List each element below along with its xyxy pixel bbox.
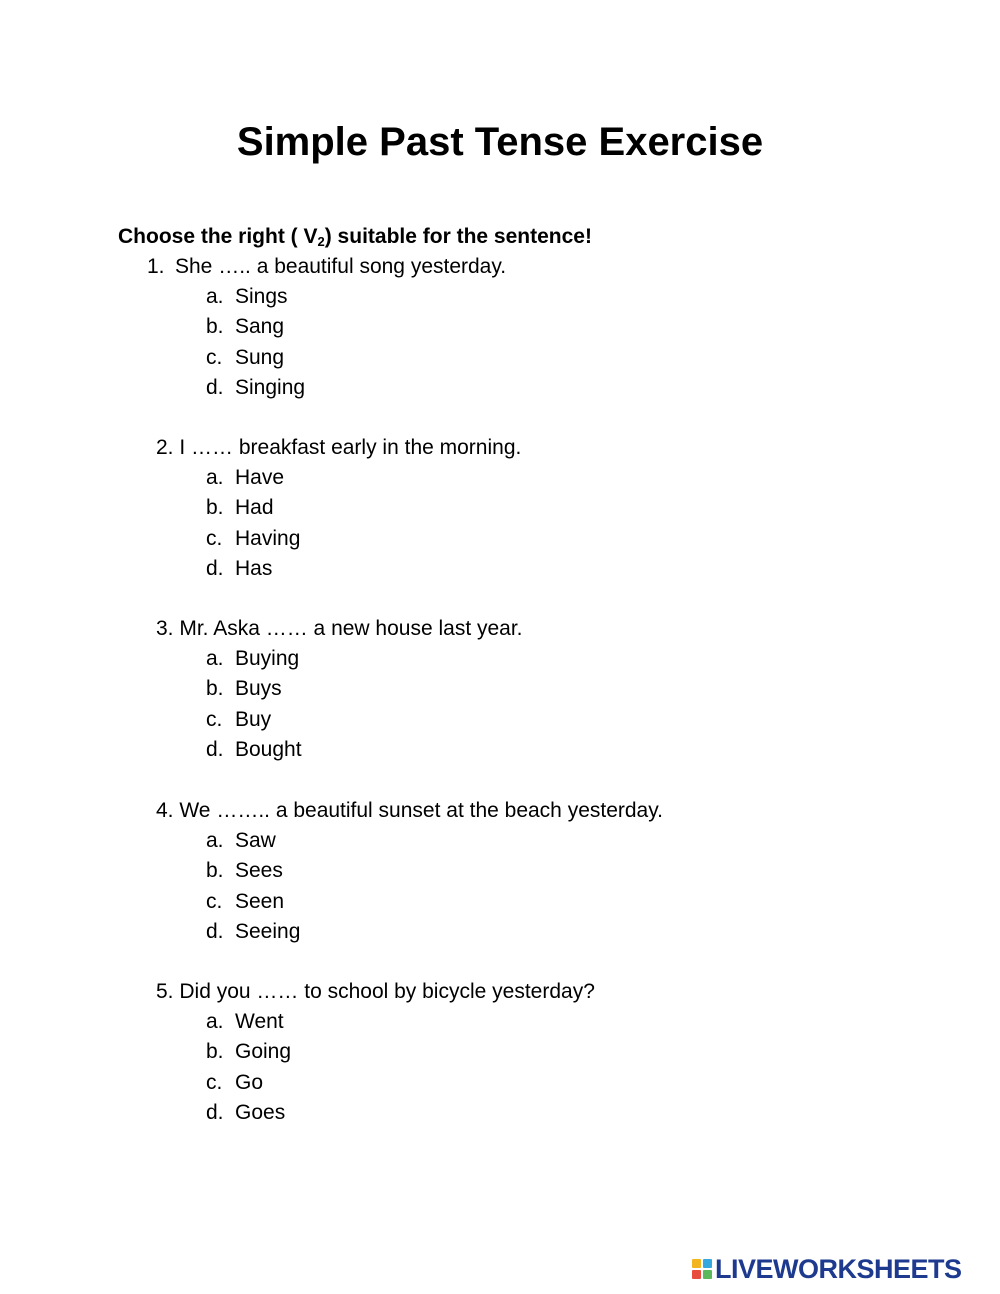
question-text: Did you …… to school by bicycle yesterday? <box>179 980 595 1003</box>
option-letter: c. <box>206 526 223 550</box>
option-1c[interactable] <box>206 343 305 373</box>
mark-square-4 <box>703 1270 712 1279</box>
option-letter: a. <box>206 1010 224 1033</box>
option-text: Sang <box>235 315 285 339</box>
option-text: Seeing <box>235 919 301 943</box>
question-text: She ….. a beautiful song yesterday. <box>175 255 507 278</box>
liveworksheets-logo <box>692 1254 962 1284</box>
option-4b[interactable] <box>206 856 300 886</box>
options-question-2 <box>206 463 300 584</box>
question-number: 4. <box>156 799 174 822</box>
option-letter: b. <box>206 315 224 339</box>
option-letter: a. <box>206 285 224 308</box>
option-letter: c. <box>206 707 223 731</box>
option-text: Went <box>235 1010 284 1033</box>
option-text: Go <box>235 1070 264 1094</box>
question-text: I …… breakfast early in the morning. <box>179 436 522 459</box>
option-text: Sings <box>235 285 288 308</box>
option-letter: d. <box>206 1100 224 1124</box>
option-1d[interactable] <box>206 373 305 403</box>
question-1 <box>147 252 506 282</box>
option-letter: d. <box>206 375 224 399</box>
question-2 <box>156 433 521 463</box>
question-3 <box>156 614 523 644</box>
option-letter: a. <box>206 647 224 670</box>
option-letter: d. <box>206 556 224 580</box>
option-text: Sees <box>235 859 283 883</box>
option-1b[interactable] <box>206 312 305 342</box>
option-text: Goes <box>235 1100 286 1124</box>
option-text: Saw <box>235 829 276 852</box>
option-text: Seen <box>235 889 285 913</box>
option-letter: c. <box>206 1070 223 1094</box>
option-4c[interactable] <box>206 887 300 917</box>
option-text: Have <box>235 466 285 489</box>
question-number: 5. <box>156 980 174 1003</box>
option-letter: a. <box>206 466 224 489</box>
option-1a[interactable] <box>206 282 305 312</box>
option-2d[interactable] <box>206 554 300 584</box>
option-text: Bought <box>235 737 302 761</box>
question-text: Mr. Aska …… a new house last year. <box>179 617 523 640</box>
option-3c[interactable] <box>206 705 302 735</box>
mark-square-2 <box>703 1259 712 1268</box>
options-question-4 <box>206 826 300 947</box>
brand-name: LIVEWORKSHEETS <box>715 1254 962 1284</box>
option-letter: a. <box>206 829 224 852</box>
option-letter: b. <box>206 677 224 701</box>
instruction-text-before: Choose the right ( V <box>118 225 318 248</box>
option-letter: d. <box>206 737 224 761</box>
option-text: Sung <box>235 345 285 369</box>
option-5d[interactable] <box>206 1098 291 1128</box>
option-5a[interactable] <box>206 1007 291 1037</box>
option-text: Having <box>235 526 301 550</box>
option-letter: c. <box>206 345 223 369</box>
question-text: We …….. a beautiful sunset at the beach yesterday. <box>179 799 664 822</box>
option-3b[interactable] <box>206 674 302 704</box>
mark-square-1 <box>692 1259 701 1268</box>
option-2c[interactable] <box>206 524 300 554</box>
option-text: Singing <box>235 375 306 399</box>
option-text: Had <box>235 496 274 520</box>
option-4d[interactable] <box>206 917 300 947</box>
options-question-3 <box>206 644 302 765</box>
option-letter: b. <box>206 859 224 883</box>
option-3a[interactable] <box>206 644 302 674</box>
question-5 <box>156 977 595 1007</box>
option-letter: c. <box>206 889 223 913</box>
instruction <box>118 222 592 252</box>
option-2a[interactable] <box>206 463 300 493</box>
option-text: Buys <box>235 677 282 701</box>
option-text: Buy <box>235 707 272 731</box>
options-question-1 <box>206 282 305 403</box>
instruction-text-after: ) suitable for the sentence! <box>324 225 592 248</box>
option-3d[interactable] <box>206 735 302 765</box>
option-letter: d. <box>206 919 224 943</box>
option-text: Has <box>235 556 273 580</box>
option-5b[interactable] <box>206 1037 291 1067</box>
page-title: Simple Past Tense Exercise <box>236 120 764 164</box>
instruction-subscript: 2 <box>317 234 325 249</box>
option-text: Buying <box>235 647 300 670</box>
option-2b[interactable] <box>206 493 300 523</box>
option-letter: b. <box>206 1040 224 1064</box>
question-4 <box>156 796 663 826</box>
mark-square-3 <box>692 1270 701 1279</box>
options-question-5 <box>206 1007 291 1128</box>
option-letter: b. <box>206 496 224 520</box>
question-number: 1. <box>147 255 165 278</box>
liveworksheets-mark-icon <box>692 1259 712 1279</box>
option-5c[interactable] <box>206 1068 291 1098</box>
question-number: 3. <box>156 617 174 640</box>
option-text: Going <box>235 1040 292 1064</box>
question-number: 2. <box>156 436 174 459</box>
option-4a[interactable] <box>206 826 300 856</box>
